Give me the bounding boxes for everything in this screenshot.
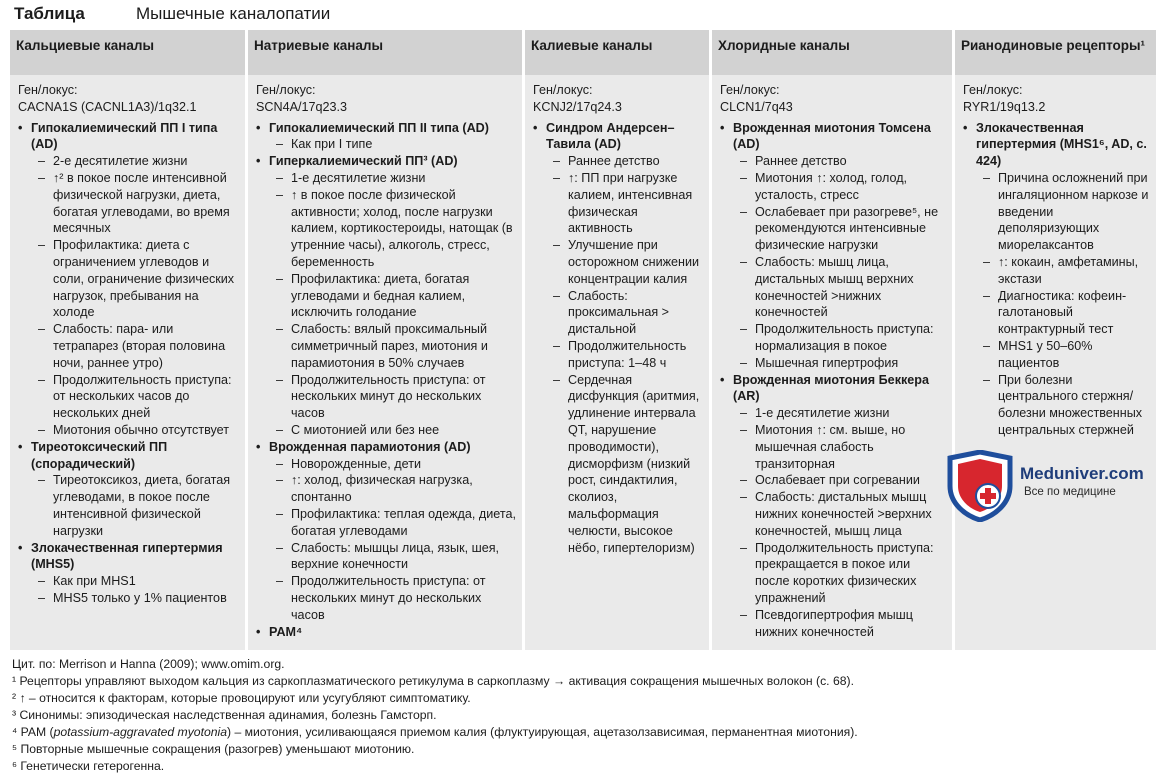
footnote-source: Цит. по: Merrison и Hanna (2009); www.omim.org. [12,657,285,671]
condition-detail: – Продолжительность приступа: 1–48 ч [546,338,703,372]
condition-detail: – Как при MHS1 [31,573,239,590]
condition-detail: – ↑: ПП при нагрузке калием, интенсивная физическая активность [546,170,703,237]
gene-label: Ген/локус: [18,83,78,97]
condition-detail: – Новорожденные, дети [269,456,516,473]
column-body [712,75,952,640]
list-item [720,372,946,641]
condition-detail: – Раннее детство [546,153,703,170]
gene-label: Ген/локус: [256,83,316,97]
list-item [533,120,703,557]
condition-title: • Гипокалиемический ПП II типа (AD) [269,120,489,135]
gene-label: Ген/локус: [963,83,1023,97]
condition-title: • Гиперкалиемический ПП³ (AD) [269,154,458,169]
condition-detail: – Продолжительность приступа: от нескольких часов до нескольких дней [31,372,239,422]
condition-detail: – С миотонией или без нее [269,422,516,439]
condition-title: • Синдром Андерсен–Тавила (AD) [546,120,675,152]
condition-detail: – Псевдогипертрофия мышц нижних конечностей [733,607,946,641]
column-header: Натриевые каналы [248,30,522,75]
gene-locus: CLCN1/7q43 [720,99,793,114]
column-header: Калиевые каналы [525,30,709,75]
condition-detail: – Слабость: мышцы лица, язык, шея, верхние конечности [269,540,516,574]
condition-title: • Гипокалиемический ПП I типа (AD) [31,120,218,152]
gene-locus: CACNA1S (CACNL1A3)/1q32.1 [18,99,197,114]
condition-detail: – Профилактика: диета, богатая углеводами и бедная калием, исключить голодание [269,271,516,321]
condition-detail: – ↑ в покое после физической активности; холод, после нагрузки калием, кортикостероиды, натощак (в утренние часы), алкоголь, стресс, беременность [269,187,516,271]
condition-detail: – При болезни центрального стержня/болезни множественных центральных стержней [976,372,1150,439]
condition-detail: – Слабость: пара- или тетрапарез (вторая половина ночи, раннее утро) [31,321,239,371]
watermark-name: Meduniver.com [1020,464,1144,483]
condition-detail: – Ослабевает при разогреве⁵, не рекомендуются интенсивные физические нагрузки [733,204,946,254]
column-header: Кальциевые каналы [10,30,245,75]
condition-title: • Врожденная миотония Беккера (AR) [733,372,929,404]
condition-detail: – Миотония ↑: см. выше, но мышечная слабость транзиторная [733,422,946,472]
list-item [18,439,239,540]
shield-logo-icon [944,450,1016,522]
condition-detail: – Улучшение при осторожном снижении концентрации калия [546,237,703,287]
condition-detail: – Слабость: проксимальная > дистальной [546,288,703,338]
footnote-4: ⁴ PAM (potassium-aggravated myotonia) – миотония, усиливающаяся приемом калия (флуктуирующая, ацетазолзависимая, перманентная миотония). [12,725,858,739]
gene-locus: SCN4A/17q23.3 [256,99,348,114]
table-caption [14,4,330,28]
footnote-1: ¹ Рецепторы управляют выходом кальция из саркоплазматического ретикулума в саркоплазму → активация сокращения мышечных волокон (с. 68). [12,674,854,688]
condition-detail: – Раннее детство [733,153,946,170]
condition-detail: – Сердечная дисфункция (аритмия, удлинение интервала QT, нарушение проводимости), дисморфизм (низкий рост, синдактилия, сколиоз, мальформация челюсти, высокое нёбо, гипертелоризм) [546,372,703,557]
condition-detail: – Мышечная гипертрофия [733,355,946,372]
condition-detail: – Продолжительность приступа: от нескольких минут до нескольких часов [269,573,516,623]
column-body [955,75,1156,439]
footnote-5: ⁵ Повторные мышечные сокращения (разогрев) уменьшают миотонию. [12,742,415,756]
condition-detail: – Диагностика: кофеин-галотановый контрактурный тест [976,288,1150,338]
condition-detail: – 2-е десятилетие жизни [31,153,239,170]
condition-detail: – Тиреотоксикоз, диета, богатая углеводами, в покое после интенсивной физической нагрузки [31,472,239,539]
list-item [256,120,516,154]
condition-detail: – Слабость: дистальных мышц нижних конечностей >верхних конечностей, мышц лица [733,489,946,539]
footnote-6: ⁶ Генетически гетерогенна. [12,759,165,773]
condition-title: • Злокачественная гипертермия (MHS5) [31,540,223,572]
condition-detail: – Продолжительность приступа: от нескольких минут до нескольких часов [269,372,516,422]
caption-title: Мышечные каналопатии [136,4,331,23]
column-ryanodine [955,30,1156,650]
footnote-3: ³ Синонимы: эпизодическая наследственная адинамия, болезнь Гамсторп. [12,708,437,722]
column-potassium [525,30,709,650]
column-sodium [248,30,522,650]
column-header: Рианодиновые рецепторы¹ [955,30,1156,75]
condition-detail: – ↑: кокаин, амфетамины, экстази [976,254,1150,288]
condition-detail: – Продолжительность приступа: прекращается в покое или после коротких физических упражнений [733,540,946,607]
condition-detail: – 1-е десятилетие жизни [733,405,946,422]
gene-locus: RYR1/19q13.2 [963,99,1046,114]
condition-detail: – Слабость: мышц лица, дистальных мышц верхних конечностей >нижних конечностей [733,254,946,321]
column-body [525,75,709,556]
condition-detail: – Причина осложнений при ингаляционном наркозе и введении деполяризующих миорелаксантов [976,170,1150,254]
condition-detail: – Профилактика: теплая одежда, диета, богатая углеводами [269,506,516,540]
condition-detail: – Как при I типе [269,136,516,153]
column-chloride [712,30,952,650]
condition-detail: – 1-е десятилетие жизни [269,170,516,187]
condition-detail: – Слабость: вялый проксимальный симметричный парез, миотония и парамиотония в 50% случаев [269,321,516,371]
list-item [18,120,239,439]
gene-label: Ген/локус: [720,83,780,97]
list-item [256,624,516,641]
condition-detail: – MHS5 только у 1% пациентов [31,590,239,607]
caption-label: Таблица [14,4,85,23]
list-item [963,120,1150,439]
condition-detail: – MHS1 у 50–60% пациентов [976,338,1150,372]
footnotes [12,656,1142,775]
footnote-2: ² ↑ – относится к факторам, которые провоцируют или усугубляют симптоматику. [12,691,471,705]
list-item [18,540,239,607]
gene-locus: KCNJ2/17q24.3 [533,99,622,114]
condition-detail: – Миотония обычно отсутствует [31,422,239,439]
list-item [720,120,946,372]
condition-detail: – Миотония ↑: холод, голод, усталость, стресс [733,170,946,204]
condition-title: • PAM⁴ [269,624,303,639]
channelopathy-table [10,30,1156,650]
list-item [256,153,516,439]
column-header: Хлоридные каналы [712,30,952,75]
watermark-tagline: Все по медицине [1024,486,1116,498]
column-body [248,75,522,640]
column-body [10,75,245,607]
gene-label: Ген/локус: [533,83,593,97]
condition-detail: – Профилактика: диета с ограничением углеводов и соли, ограничение физических нагрузок, пребывания на холоде [31,237,239,321]
condition-detail: – Продолжительность приступа: нормализация в покое [733,321,946,355]
condition-title: • Врожденная парамиотония (AD) [269,439,471,454]
condition-title: • Тиреотоксический ПП (спорадический) [31,439,168,471]
meduniver-watermark [944,450,1154,522]
column-calcium [10,30,245,650]
condition-detail: – ↑: холод, физическая нагрузка, спонтанно [269,472,516,506]
list-item [256,439,516,624]
condition-title: • Злокачественная гипертермия (MHS1⁶, AD, с. 424) [976,120,1147,169]
condition-detail: – ↑² в покое после интенсивной физической нагрузки, диета, богатая углеводами, во время месячных [31,170,239,237]
condition-detail: – Ослабевает при согревании [733,472,946,489]
condition-title: • Врожденная миотония Томсена (AD) [733,120,931,152]
